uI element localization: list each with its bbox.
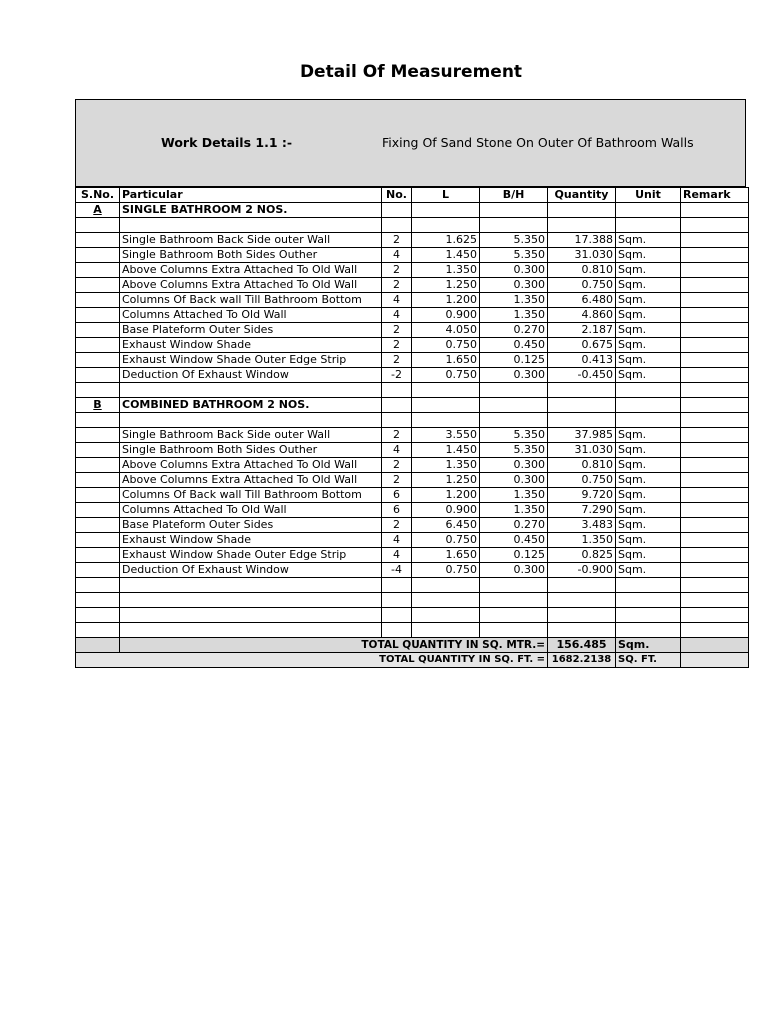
cell-bh: 5.350	[480, 428, 548, 443]
col-header-l: L	[412, 188, 480, 203]
cell-unit: Sqm.	[616, 368, 681, 383]
cell-unit: Sqm.	[616, 353, 681, 368]
cell-particular: Above Columns Extra Attached To Old Wall	[120, 278, 382, 293]
cell-remark	[681, 353, 749, 368]
cell-unit	[616, 398, 681, 413]
cell-particular	[120, 608, 382, 623]
cell-unit: Sqm.	[616, 263, 681, 278]
measurement-sheet	[75, 99, 746, 668]
cell-l: 4.050	[412, 323, 480, 338]
cell-l	[412, 398, 480, 413]
cell-quantity	[548, 593, 616, 608]
cell-sno	[76, 548, 120, 563]
cell-remark	[681, 383, 749, 398]
cell-unit: Sqm.	[616, 533, 681, 548]
cell-bh	[480, 203, 548, 218]
table-row	[76, 233, 749, 248]
cell-remark	[681, 308, 749, 323]
col-header-particular: Particular	[120, 188, 382, 203]
cell-sno	[76, 473, 120, 488]
cell-no: 2	[382, 353, 412, 368]
cell-sno	[76, 413, 120, 428]
cell-sno: A	[76, 203, 120, 218]
cell-particular	[120, 218, 382, 233]
cell-quantity	[548, 383, 616, 398]
total-sqm-label: TOTAL QUANTITY IN SQ. MTR.=	[120, 638, 548, 653]
table-row	[76, 368, 749, 383]
table-row	[76, 548, 749, 563]
cell-no	[382, 203, 412, 218]
cell-particular: SINGLE BATHROOM 2 NOS.	[120, 203, 382, 218]
cell-l: 1.650	[412, 353, 480, 368]
table-row	[76, 278, 749, 293]
cell-sno	[76, 338, 120, 353]
col-header-bh: B/H	[480, 188, 548, 203]
cell-remark	[681, 428, 749, 443]
cell-bh: 1.350	[480, 503, 548, 518]
cell-sno	[76, 593, 120, 608]
cell-bh	[480, 218, 548, 233]
cell-quantity: 0.750	[548, 278, 616, 293]
cell-sno	[76, 623, 120, 638]
table-row	[76, 323, 749, 338]
cell-quantity	[548, 623, 616, 638]
cell-l: 1.450	[412, 248, 480, 263]
cell-quantity	[548, 203, 616, 218]
cell-remark	[681, 368, 749, 383]
cell-l	[412, 218, 480, 233]
cell-quantity: 17.388	[548, 233, 616, 248]
cell-no	[382, 578, 412, 593]
cell-sno	[76, 278, 120, 293]
total-sqft-row	[76, 653, 749, 668]
cell-remark	[681, 503, 749, 518]
blank-row	[76, 578, 749, 593]
cell-no: 2	[382, 428, 412, 443]
cell-remark	[681, 638, 749, 653]
cell-l: 1.350	[412, 458, 480, 473]
cell-no	[382, 623, 412, 638]
cell-no: 6	[382, 503, 412, 518]
cell-quantity	[548, 398, 616, 413]
cell-no	[382, 218, 412, 233]
cell-remark	[681, 653, 749, 668]
cell-no: 4	[382, 308, 412, 323]
cell-remark	[681, 563, 749, 578]
cell-no: 2	[382, 518, 412, 533]
cell-remark	[681, 623, 749, 638]
cell-bh: 0.300	[480, 263, 548, 278]
total-sqm-row	[76, 638, 749, 653]
cell-sno	[76, 503, 120, 518]
cell-bh: 0.300	[480, 563, 548, 578]
cell-particular: Exhaust Window Shade Outer Edge Strip	[120, 353, 382, 368]
cell-particular: Columns Of Back wall Till Bathroom Bottom	[120, 293, 382, 308]
cell-sno	[76, 368, 120, 383]
cell-sno	[76, 608, 120, 623]
table-row	[76, 533, 749, 548]
cell-bh: 0.270	[480, 323, 548, 338]
cell-particular	[120, 593, 382, 608]
cell-l: 6.450	[412, 518, 480, 533]
cell-l: 1.250	[412, 278, 480, 293]
cell-no	[382, 608, 412, 623]
col-header-no: No.	[382, 188, 412, 203]
cell-no: 4	[382, 293, 412, 308]
table-row	[76, 293, 749, 308]
cell-quantity: -0.900	[548, 563, 616, 578]
cell-bh: 5.350	[480, 233, 548, 248]
cell-particular: Columns Attached To Old Wall	[120, 308, 382, 323]
cell-no	[382, 398, 412, 413]
work-details-label: Work Details 1.1 :-	[161, 135, 293, 150]
total-sqm-value: 156.485	[548, 638, 616, 653]
cell-unit: Sqm.	[616, 293, 681, 308]
cell-bh: 0.125	[480, 548, 548, 563]
cell-remark	[681, 248, 749, 263]
cell-particular	[120, 578, 382, 593]
cell-l: 1.200	[412, 293, 480, 308]
cell-no: 4	[382, 248, 412, 263]
table-row	[76, 428, 749, 443]
cell-sno	[76, 308, 120, 323]
section-header-row	[76, 398, 749, 413]
col-header-remark: Remark	[681, 188, 749, 203]
table-row	[76, 563, 749, 578]
cell-l	[412, 593, 480, 608]
col-header-unit: Unit	[616, 188, 681, 203]
cell-remark	[681, 233, 749, 248]
cell-remark	[681, 548, 749, 563]
cell-quantity: 0.825	[548, 548, 616, 563]
cell-sno	[76, 578, 120, 593]
cell-remark	[681, 533, 749, 548]
cell-particular	[120, 623, 382, 638]
cell-unit: Sqm.	[616, 233, 681, 248]
cell-unit	[616, 383, 681, 398]
cell-quantity: 3.483	[548, 518, 616, 533]
cell-l: 1.200	[412, 488, 480, 503]
cell-quantity: 6.480	[548, 293, 616, 308]
cell-particular: Above Columns Extra Attached To Old Wall	[120, 263, 382, 278]
cell-unit: Sqm.	[616, 473, 681, 488]
table-row	[76, 308, 749, 323]
cell-sno	[76, 323, 120, 338]
cell-quantity	[548, 608, 616, 623]
cell-quantity: 31.030	[548, 248, 616, 263]
cell-sno	[76, 233, 120, 248]
cell-sno	[76, 263, 120, 278]
cell-remark	[681, 488, 749, 503]
measurement-table	[75, 187, 749, 668]
cell-bh: 0.450	[480, 533, 548, 548]
total-sqm-unit: Sqm.	[616, 638, 681, 653]
cell-particular: Exhaust Window Shade	[120, 533, 382, 548]
cell-no: 4	[382, 548, 412, 563]
cell-l: 0.750	[412, 563, 480, 578]
cell-unit: Sqm.	[616, 428, 681, 443]
table-row	[76, 338, 749, 353]
cell-quantity: 0.810	[548, 263, 616, 278]
cell-quantity: 9.720	[548, 488, 616, 503]
cell-particular	[120, 413, 382, 428]
cell-remark	[681, 323, 749, 338]
cell-unit: Sqm.	[616, 458, 681, 473]
cell-unit	[616, 578, 681, 593]
cell-l	[412, 608, 480, 623]
cell-no: 4	[382, 443, 412, 458]
cell-bh: 0.125	[480, 353, 548, 368]
cell-remark	[681, 263, 749, 278]
cell-l: 1.625	[412, 233, 480, 248]
cell-bh: 0.300	[480, 473, 548, 488]
page-title: Detail Of Measurement	[299, 62, 523, 82]
cell-l: 0.750	[412, 338, 480, 353]
section-header-row	[76, 203, 749, 218]
cell-particular: Columns Attached To Old Wall	[120, 503, 382, 518]
cell-no	[382, 413, 412, 428]
cell-unit	[616, 218, 681, 233]
cell-quantity: -0.450	[548, 368, 616, 383]
cell-remark	[681, 473, 749, 488]
cell-l: 0.900	[412, 503, 480, 518]
cell-no: -4	[382, 563, 412, 578]
cell-bh: 1.350	[480, 488, 548, 503]
blank-row	[76, 413, 749, 428]
cell-bh	[480, 383, 548, 398]
cell-sno	[76, 458, 120, 473]
cell-particular	[120, 383, 382, 398]
cell-sno	[76, 533, 120, 548]
cell-sno	[76, 488, 120, 503]
cell-particular: Exhaust Window Shade Outer Edge Strip	[120, 548, 382, 563]
table-row	[76, 488, 749, 503]
cell-no: 2	[382, 323, 412, 338]
cell-unit: Sqm.	[616, 488, 681, 503]
cell-sno	[76, 353, 120, 368]
cell-remark	[681, 218, 749, 233]
cell-particular: Base Plateform Outer Sides	[120, 323, 382, 338]
cell-bh: 0.300	[480, 278, 548, 293]
cell-unit: Sqm.	[616, 278, 681, 293]
blank-row	[76, 383, 749, 398]
cell-bh: 5.350	[480, 248, 548, 263]
cell-particular: COMBINED BATHROOM 2 NOS.	[120, 398, 382, 413]
cell-unit: Sqm.	[616, 308, 681, 323]
cell-bh: 1.350	[480, 308, 548, 323]
cell-unit	[616, 203, 681, 218]
cell-particular: Single Bathroom Both Sides Outher	[120, 443, 382, 458]
cell-l: 1.450	[412, 443, 480, 458]
cell-l	[412, 623, 480, 638]
cell-l: 0.750	[412, 533, 480, 548]
cell-remark	[681, 413, 749, 428]
cell-no: 4	[382, 533, 412, 548]
cell-unit	[616, 593, 681, 608]
cell-sno	[76, 383, 120, 398]
table-header-row	[76, 188, 749, 203]
table-row	[76, 353, 749, 368]
cell-particular: Base Plateform Outer Sides	[120, 518, 382, 533]
cell-remark	[681, 398, 749, 413]
cell-sno	[76, 518, 120, 533]
cell-quantity	[548, 218, 616, 233]
cell-remark	[681, 518, 749, 533]
total-sqft-label: TOTAL QUANTITY IN SQ. FT. =	[76, 653, 548, 668]
cell-bh	[480, 623, 548, 638]
cell-unit: Sqm.	[616, 248, 681, 263]
cell-l: 0.750	[412, 368, 480, 383]
col-header-sno: S.No.	[76, 188, 120, 203]
cell-no: 2	[382, 233, 412, 248]
cell-no: 2	[382, 458, 412, 473]
cell-l	[412, 203, 480, 218]
cell-sno	[76, 428, 120, 443]
cell-remark	[681, 203, 749, 218]
cell-no	[382, 593, 412, 608]
cell-particular: Exhaust Window Shade	[120, 338, 382, 353]
cell-l: 1.350	[412, 263, 480, 278]
cell-sno	[76, 218, 120, 233]
cell-remark	[681, 443, 749, 458]
table-row	[76, 518, 749, 533]
cell-bh	[480, 593, 548, 608]
cell-particular: Above Columns Extra Attached To Old Wall	[120, 473, 382, 488]
cell-l	[412, 578, 480, 593]
cell-bh: 0.450	[480, 338, 548, 353]
cell-bh	[480, 578, 548, 593]
cell-sno	[76, 293, 120, 308]
table-row	[76, 473, 749, 488]
cell-sno: B	[76, 398, 120, 413]
cell-bh: 0.300	[480, 458, 548, 473]
cell-quantity: 2.187	[548, 323, 616, 338]
cell-quantity: 4.860	[548, 308, 616, 323]
cell-sno	[76, 248, 120, 263]
cell-sno	[76, 443, 120, 458]
cell-unit: Sqm.	[616, 503, 681, 518]
cell-particular: Above Columns Extra Attached To Old Wall	[120, 458, 382, 473]
cell-unit	[616, 413, 681, 428]
cell-unit: Sqm.	[616, 323, 681, 338]
cell-bh: 1.350	[480, 293, 548, 308]
cell-particular: Columns Of Back wall Till Bathroom Bottom	[120, 488, 382, 503]
table-row	[76, 248, 749, 263]
cell-quantity	[548, 578, 616, 593]
cell-unit: Sqm.	[616, 518, 681, 533]
cell-no: 2	[382, 473, 412, 488]
cell-sno	[76, 563, 120, 578]
cell-l: 3.550	[412, 428, 480, 443]
cell-l: 0.900	[412, 308, 480, 323]
cell-unit: Sqm.	[616, 338, 681, 353]
cell-remark	[681, 293, 749, 308]
work-details-description: Fixing Of Sand Stone On Outer Of Bathroom Walls	[382, 135, 694, 150]
table-row	[76, 443, 749, 458]
cell-quantity	[548, 413, 616, 428]
cell-bh: 0.270	[480, 518, 548, 533]
cell-remark	[681, 593, 749, 608]
cell-quantity: 0.413	[548, 353, 616, 368]
cell-particular: Single Bathroom Back Side outer Wall	[120, 233, 382, 248]
cell-unit: Sqm.	[616, 548, 681, 563]
cell-no: 6	[382, 488, 412, 503]
cell-unit: Sqm.	[616, 563, 681, 578]
cell-remark	[681, 458, 749, 473]
table-row	[76, 503, 749, 518]
cell-bh: 5.350	[480, 443, 548, 458]
cell-unit	[616, 623, 681, 638]
cell-l	[412, 383, 480, 398]
cell-quantity: 7.290	[548, 503, 616, 518]
cell-particular: Deduction Of Exhaust Window	[120, 368, 382, 383]
cell-quantity: 0.810	[548, 458, 616, 473]
cell-quantity: 0.675	[548, 338, 616, 353]
cell-quantity: 0.750	[548, 473, 616, 488]
cell-unit	[616, 608, 681, 623]
table-row	[76, 458, 749, 473]
blank-row	[76, 218, 749, 233]
cell-unit: Sqm.	[616, 443, 681, 458]
cell-quantity: 31.030	[548, 443, 616, 458]
cell-quantity: 1.350	[548, 533, 616, 548]
work-details-header	[75, 99, 746, 187]
cell-remark	[681, 278, 749, 293]
cell-bh	[480, 413, 548, 428]
blank-row	[76, 593, 749, 608]
cell-l: 1.250	[412, 473, 480, 488]
blank-row	[76, 623, 749, 638]
cell-particular: Deduction Of Exhaust Window	[120, 563, 382, 578]
total-sqft-value: 1682.2138	[548, 653, 616, 668]
cell-bh	[480, 398, 548, 413]
table-row	[76, 263, 749, 278]
col-header-quantity: Quantity	[548, 188, 616, 203]
cell-l: 1.650	[412, 548, 480, 563]
cell-no: 2	[382, 338, 412, 353]
cell-l	[412, 413, 480, 428]
cell-quantity: 37.985	[548, 428, 616, 443]
cell-bh	[480, 608, 548, 623]
cell-no: 2	[382, 278, 412, 293]
cell-remark	[681, 578, 749, 593]
cell-particular: Single Bathroom Back Side outer Wall	[120, 428, 382, 443]
cell-no	[382, 383, 412, 398]
cell-remark	[681, 338, 749, 353]
cell-remark	[681, 608, 749, 623]
cell-particular: Single Bathroom Both Sides Outher	[120, 248, 382, 263]
cell-no: -2	[382, 368, 412, 383]
cell-no: 2	[382, 263, 412, 278]
cell-sno	[76, 638, 120, 653]
cell-bh: 0.300	[480, 368, 548, 383]
total-sqft-unit: SQ. FT.	[616, 653, 681, 668]
blank-row	[76, 608, 749, 623]
